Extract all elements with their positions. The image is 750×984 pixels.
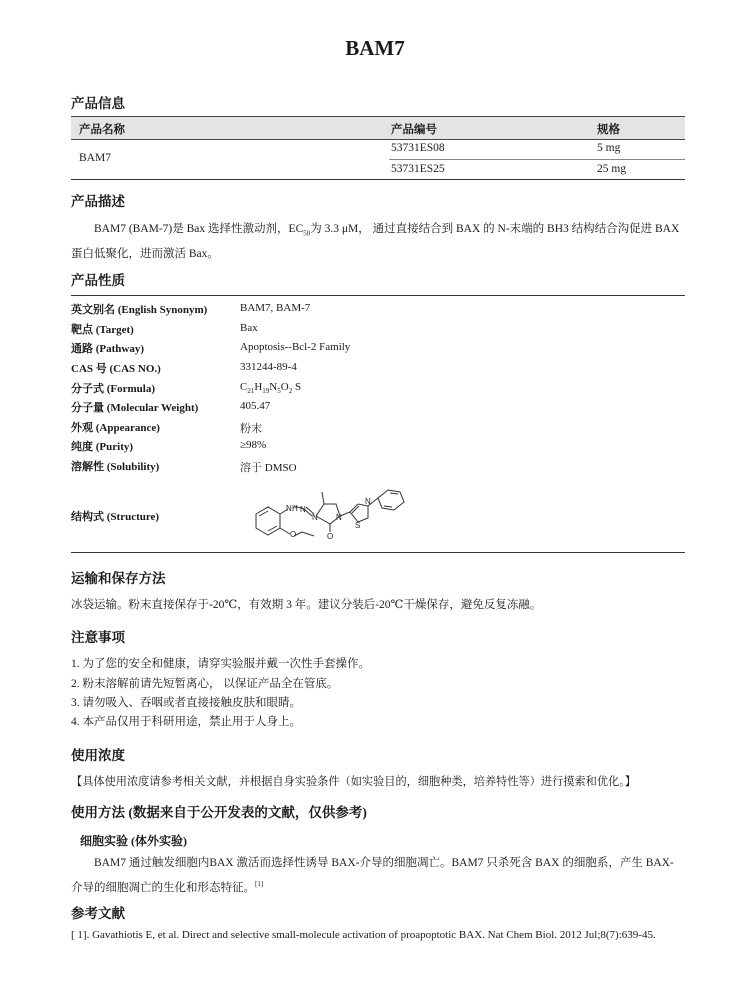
product-info-heading: 产品信息 [71,96,125,111]
note-item: 3. 请勿吸入、吞咽或者直接接触皮肤和眼睛。 [71,697,301,709]
description-heading: 产品描述 [71,194,125,209]
references-heading: 参考文献 [71,906,125,921]
properties-bottom-rule [71,552,685,553]
atom-label: N [365,497,371,506]
atom-label: N [336,513,342,522]
product-spec-cell: 5 mg [597,142,621,154]
table-bottom-rule [71,179,685,180]
target-value: Bax [240,322,258,334]
note-item: 2. 粉末溶解前请先短暂离心， 以保证产品全在管底。 [71,678,339,690]
structure-label: 结构式 (Structure) [71,511,160,523]
solubility-label: 溶解性 (Solubility) [71,461,160,473]
atom-label: H [292,504,298,513]
description-text: BAM7 (BAM-7)是 Bax 选择性激动剂，$EC_{50}$为 3.3 μM， 通过直接结合到 BAX 的 N-末端的 BH3 结构结合沟促进 BAX 蛋白低聚化，进而激活 Bax。 [71,223,680,261]
concentration-text: 【具体使用浓度请参考相关文献，并根据自身实验条件（如实验目的，细胞种类，培养特性等）进行摸索和优化。】 [71,776,636,788]
page-title: BAM7 [345,36,405,60]
note-item: 1. 为了您的安全和健康，请穿实验服并戴一次性手套操作。 [71,658,370,670]
atom-label: N [312,513,318,522]
col-spec-header: 规格 [597,124,620,136]
storage-heading: 运输和保存方法 [71,571,166,586]
product-spec-cell: 25 mg [597,163,627,175]
mw-value: 405.47 [240,400,271,412]
synonym-value: BAM7, BAM-7 [240,302,311,314]
usage-heading: 使用方法 (数据来自于公开发表的文献，仅供参考) [71,805,367,820]
atom-label: N [286,504,292,513]
formula-value: $C_{21}H_{19}N_5O_2$ S [240,381,302,396]
appearance-label: 外观 (Appearance) [71,422,160,434]
properties-top-rule [71,295,685,296]
cas-label: CAS 号 (CAS NO.) [71,363,161,375]
col-name-header: 产品名称 [79,124,125,136]
atom-label: O [327,532,334,541]
pathway-value: Apoptosis--Bcl-2 Family [240,341,351,353]
notes-heading: 注意事项 [71,630,125,645]
cell-experiment-subheading: 细胞实验 (体外实验) [80,834,187,848]
product-code-cell: 53731ES08 [391,142,445,154]
appearance-value: 粉末 [240,423,262,435]
purity-label: 纯度 (Purity) [71,441,134,453]
mw-label: 分子量 (Molecular Weight) [71,402,199,414]
atom-label: N [300,505,306,514]
pathway-label: 通路 (Pathway) [71,343,145,355]
formula-label: 分子式 (Formula) [71,383,156,395]
atom-label: O [290,530,297,539]
table-row-divider [389,159,685,160]
col-code-header: 产品编号 [391,124,437,136]
cas-value: 331244-89-4 [240,361,297,373]
properties-heading: 产品性质 [71,273,125,288]
structure-image [238,476,418,552]
solubility-value: 溶于 DMSO [240,462,297,474]
concentration-heading: 使用浓度 [71,748,125,763]
product-code-cell: 53731ES25 [391,163,445,175]
product-name-cell: BAM7 [79,152,111,164]
target-label: 靶点 (Target) [71,324,134,336]
purity-value: ≥98% [240,439,267,451]
storage-text: 冰袋运输。粉末直接保存于-20℃，有效期 3 年。建议分装后-20℃干燥保存，避免反复冻融。 [71,599,542,611]
atom-label: S [355,521,361,530]
reference-item: [ 1]. Gavathiotis E, et al. Direct and selective small-molecule activation of proapoptotic BAX. Nat Chem Biol. 2012 Jul;8(7):639-45. [71,929,656,941]
citation-mark: [1] [255,880,264,888]
synonym-label: 英文别名 (English Synonym) [71,304,208,316]
note-item: 4. 本产品仅用于科研用途，禁止用于人身上。 [71,716,301,728]
product-table-header [71,116,685,140]
usage-text: BAM7 通过触发细胞内BAX 激活而选择性诱导 BAX-介导的细胞凋亡。BAM7 只杀死含 BAX 的细胞系，产生 BAX-介导的细胞凋亡的生化和形态特征。[1] [71,857,674,894]
